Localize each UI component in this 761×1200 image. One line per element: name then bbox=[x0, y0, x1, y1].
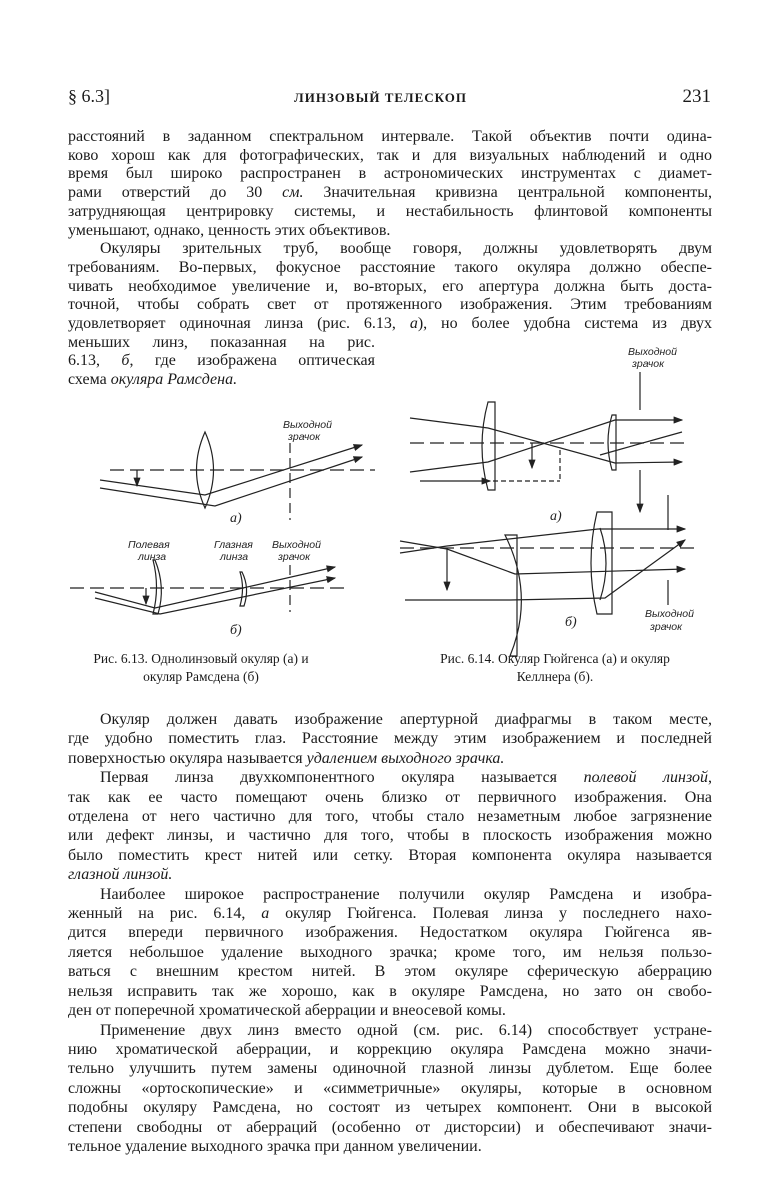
exit-pupil-label: Выходной bbox=[283, 419, 332, 431]
text-run: требованиям. Во-первых, фокусное расстояние такого окуляра должно обеспе- bbox=[68, 258, 712, 276]
text-run: меньших линз, показанная на рис. bbox=[68, 333, 375, 351]
text-run: женный на рис. 6.14, bbox=[68, 905, 262, 923]
field-lens bbox=[505, 535, 521, 656]
text-run: ково хорош как для фотографических, так и для визуальных наблюдений и одно bbox=[68, 146, 712, 164]
figure-6-13a-diagram bbox=[100, 419, 375, 526]
ray bbox=[400, 541, 685, 574]
figure-6-14-caption bbox=[395, 650, 715, 686]
figure-6-13b-diagram bbox=[70, 539, 350, 638]
italic-term: а bbox=[409, 315, 418, 333]
ray bbox=[410, 420, 682, 472]
figure-6-13-caption bbox=[70, 650, 332, 686]
italic-term: глазной линзой. bbox=[68, 866, 173, 884]
figure-6-14b-diagram bbox=[400, 495, 695, 656]
text-run: Окуляры зрительных труб, вообще говоря, должны удовлетворять двум bbox=[100, 240, 712, 258]
eye-lens-label-2: линза bbox=[220, 551, 249, 563]
text-line bbox=[68, 943, 712, 962]
text-run: подобны окуляру Рамсдена, но состоят из четырех компонент. Они в высокой bbox=[68, 1099, 712, 1117]
exit-pupil-label-2: зрачок bbox=[288, 431, 321, 443]
exit-pupil-label-2: зрачок bbox=[650, 621, 683, 633]
text-run: Значительная кривизна центральной компоненты, bbox=[303, 184, 712, 202]
text-line bbox=[68, 710, 712, 729]
exit-pupil-label-2: зрачок bbox=[278, 551, 311, 563]
text-run: 6.13, bbox=[68, 352, 122, 370]
text-run: схема bbox=[68, 371, 111, 389]
text-run: ваться с внешним крестом нитей. В этом окуляре сферическую аберрацию bbox=[68, 963, 712, 981]
text-run: рами отверстий до 30 bbox=[68, 184, 283, 202]
italic-term: см. bbox=[282, 184, 304, 202]
caption-line: Келлнера (б). bbox=[516, 669, 594, 684]
text-run: было поместить крест нитей или сетку. Вторая компонента окуляра называется bbox=[68, 846, 712, 864]
text-run: дится впереди первичного изображения. Недостатком окуляра Гюйгенса яв- bbox=[68, 924, 712, 942]
exit-pupil-label-2: зрачок bbox=[632, 358, 665, 370]
text-run: окуляр Гюйгенса. Полевая линза у последнего нахо- bbox=[269, 905, 713, 923]
subfigure-label-a: а) bbox=[230, 511, 242, 526]
subfigure-label-b: б) bbox=[230, 623, 242, 638]
text-run: нельзя исправить так же хорошо, как в окуляре Рамсдена, но зато он свобо- bbox=[68, 982, 712, 1000]
text-line bbox=[68, 846, 712, 865]
section-number: § 6.3] bbox=[68, 86, 110, 106]
caption-line: окуляр Рамсдена (б) bbox=[143, 669, 259, 684]
text-run: тельное удаление выходного зрачка при данном увеличении. bbox=[68, 1137, 482, 1155]
exit-pupil-label: Выходной bbox=[628, 346, 677, 358]
page-number: 231 bbox=[682, 86, 711, 107]
text-run: чивать необходимое увеличение и, во-вторых, его апертура должна быть доста- bbox=[68, 277, 712, 295]
text-line bbox=[68, 1059, 712, 1078]
ray bbox=[95, 578, 335, 614]
paragraph bbox=[68, 710, 712, 768]
text-run: , где изображена оптическая bbox=[129, 352, 376, 370]
text-line bbox=[68, 788, 712, 807]
text-line bbox=[68, 1079, 712, 1098]
text-run: затрудняющая центрировку системы, и нестабильность флинтовой компоненты bbox=[68, 202, 712, 220]
text-line bbox=[68, 749, 712, 768]
italic-term: окуляра Рамсдена. bbox=[110, 371, 238, 389]
italic-term: полевой линзой bbox=[583, 769, 708, 787]
text-line bbox=[68, 1001, 712, 1020]
doublet-interface bbox=[600, 528, 606, 600]
paragraph bbox=[68, 885, 712, 1021]
text-line bbox=[68, 865, 712, 884]
text-run: нию хроматической аберрации, и коррекцию окуляра Рамсдена можно значи- bbox=[68, 1040, 712, 1058]
text-run: тельно улучшить путем замены одиночной глазной линзы дублетом. Еще более bbox=[68, 1060, 712, 1078]
text-run: ден от поперечной хроматической аберрации и внеосевой комы. bbox=[68, 1002, 506, 1020]
text-line bbox=[68, 1137, 712, 1156]
text-run: где удобно поместить глаз. Расстояние между этим изображением и последней bbox=[68, 730, 712, 748]
caption-line: Рис. 6.14. Окуляр Гюйгенса (а) и окуляр bbox=[440, 651, 670, 666]
exit-pupil-label: Выходной bbox=[272, 539, 321, 551]
text-line bbox=[68, 729, 712, 748]
text-run: уменьшают, однако, ценность этих объективов. bbox=[68, 221, 391, 239]
text-line bbox=[68, 768, 712, 787]
ray bbox=[100, 457, 362, 506]
caption-line: Рис. 6.13. Однолинзовый окуляр (а) и bbox=[93, 651, 309, 666]
field-lens-label: Полевая bbox=[128, 539, 170, 551]
field-lens bbox=[153, 560, 161, 614]
text-run: ляется небольшое удаление выходного зрачка; кроме того, им нельзя пользо- bbox=[68, 943, 712, 961]
running-title: ЛИНЗОВЫЙ ТЕЛЕСКОП bbox=[294, 90, 467, 105]
text-run: Наиболее широкое распространение получили окуляр Рамсдена и изобра- bbox=[100, 885, 712, 903]
text-line bbox=[68, 1040, 712, 1059]
text-line bbox=[68, 1021, 712, 1040]
figure-6-14a-diagram bbox=[410, 346, 685, 524]
eye-lens-label: Глазная bbox=[214, 539, 253, 551]
body-text-bottom bbox=[68, 710, 712, 1156]
text-run: так как ее часто помещают очень близко от первичного изображения. Она bbox=[68, 788, 712, 806]
text-run: , bbox=[708, 769, 712, 787]
paragraph bbox=[68, 768, 712, 884]
text-line bbox=[68, 962, 712, 981]
ray bbox=[410, 418, 682, 463]
field-lens-label-2: линза bbox=[138, 551, 167, 563]
text-run: Окуляр должен давать изображение апертурной диафрагмы в таком месте, bbox=[100, 711, 712, 728]
text-run: отделена от него частично для того, чтобы стало незаметным любое загрязнение bbox=[68, 808, 712, 826]
text-line bbox=[68, 904, 712, 923]
paragraph bbox=[68, 1021, 712, 1157]
text-line bbox=[68, 923, 712, 942]
text-run: расстояний в заданном спектральном интервале. Такой объектив почти одина- bbox=[68, 128, 712, 145]
text-line bbox=[68, 982, 712, 1001]
text-run: Применение двух линз вместо одной (см. рис. 6.14) способствует устране- bbox=[100, 1021, 712, 1039]
text-run: удовлетворяет одиночная линза (рис. 6.13, bbox=[68, 315, 410, 333]
text-run: время был широко распространен в астрономических инструментах с диамет- bbox=[68, 165, 712, 183]
text-run: точной, чтобы собрать свет от протяженного изображения. Этим требованиям bbox=[68, 296, 712, 314]
text-run: или дефект линзы, и частично для того, чтобы в плоскость изображения можно bbox=[68, 827, 712, 845]
subfigure-label-b: б) bbox=[565, 615, 577, 630]
text-line bbox=[68, 826, 712, 845]
text-run: ), но более удобна система из двух bbox=[417, 315, 713, 333]
italic-term: б bbox=[121, 352, 130, 370]
text-run: Первая линза двухкомпонентного окуляра называется bbox=[100, 769, 584, 787]
text-run: поверхностью окуляра называется bbox=[68, 749, 307, 767]
text-line bbox=[68, 807, 712, 826]
text-line bbox=[68, 1118, 712, 1137]
text-run: степени свободны от аберраций (особенно от дисторсии) и обеспечивают значи- bbox=[68, 1118, 712, 1136]
italic-term: удалением выходного зрачка. bbox=[306, 749, 505, 767]
text-line bbox=[68, 1098, 712, 1117]
exit-pupil-label: Выходной bbox=[645, 608, 694, 620]
field-lens bbox=[482, 402, 495, 490]
italic-term: а bbox=[261, 905, 270, 923]
text-line bbox=[68, 885, 712, 904]
ray bbox=[400, 529, 685, 553]
text-run: сложны «ортоскопические» и «симметричные» окуляры, которые в основном bbox=[68, 1079, 712, 1097]
subfigure-label-a: а) bbox=[550, 509, 562, 524]
